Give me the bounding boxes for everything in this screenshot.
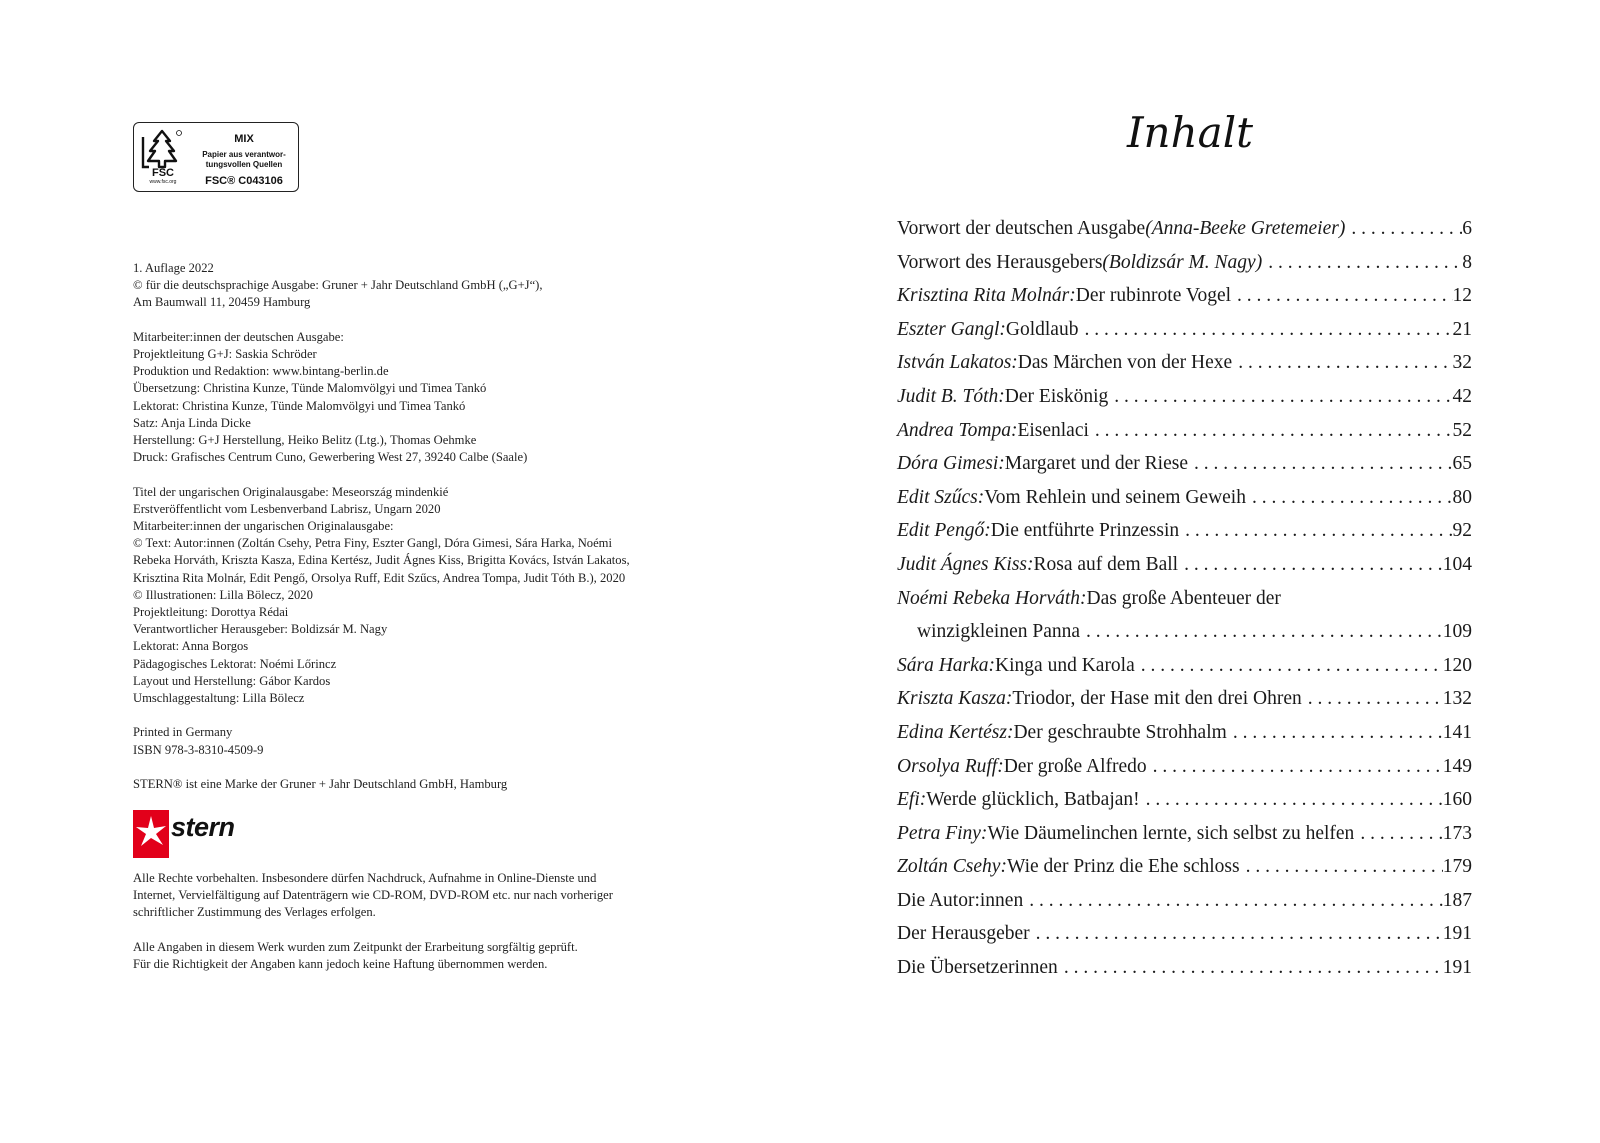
toc-leader-dots	[1354, 823, 1442, 845]
toc-leader-dots	[1232, 352, 1452, 374]
toc-entry	[897, 218, 1472, 252]
toc-entry-text: Vorwort des Herausgebers	[897, 251, 1103, 273]
toc-page-number: 179	[1442, 856, 1472, 878]
imprint-line: ISBN 978-3-8310-4509-9	[133, 742, 264, 757]
imprint-line: © für die deutschsprachige Ausgabe: Gruner + Jahr Deutschland GmbH („G+J“),	[133, 278, 543, 293]
imprint-line: Rebeka Horváth, Kriszta Kasza, Edina Kertész, Judit Ágnes Kiss, Brigitta Kovács, István Lakatos,	[133, 553, 630, 568]
toc-entry	[897, 252, 1472, 286]
toc-entry-author: Efi:	[897, 789, 927, 811]
toc-page-number: 32	[1452, 352, 1472, 374]
stern-logo	[133, 810, 263, 860]
imprint-line: Projektleitung: Dorottya Rédai	[133, 605, 289, 620]
toc-entry	[897, 688, 1472, 722]
toc-entry-author: Andrea Tompa:	[897, 419, 1018, 441]
toc-page-number: 21	[1452, 318, 1472, 340]
block-gap	[133, 922, 733, 939]
imprint-line: Satz: Anja Linda Dicke	[133, 415, 251, 430]
toc-leader-dots	[1135, 655, 1443, 677]
rights-line: Internet, Vervielfältigung auf Datenträgern wie CD-ROM, DVD-ROM etc. nur nach vorheriger	[133, 888, 613, 903]
toc-entry-author: Edina Kertész:	[897, 721, 1014, 743]
block-gap	[133, 707, 733, 724]
toc-entry-text: Vorwort der deutschen Ausgabe	[897, 218, 1146, 239]
rights-line: Alle Angaben in diesem Werk wurden zum Zeitpunkt der Erarbeitung sorgfältig geprüft.	[133, 939, 578, 954]
toc-entry-title: Goldlaub	[1005, 318, 1079, 340]
toc-entry-title: Die entführte Prinzessin	[990, 520, 1180, 542]
fsc-mix: MIX	[234, 133, 254, 145]
block-gap	[133, 312, 733, 329]
toc-page-number: 132	[1442, 688, 1472, 710]
imprint-line: © Text: Autor:innen (Zoltán Csehy, Petra Finy, Eszter Gangl, Dóra Gimesi, Sára Harka, Noémi	[133, 536, 612, 551]
toc-page-number: 187	[1442, 889, 1472, 911]
fsc-code: FSC® C043106	[205, 175, 283, 187]
toc-entry-title: Eisenlaci	[1017, 419, 1089, 441]
toc-entry	[897, 957, 1472, 991]
toc-entry	[897, 856, 1472, 890]
toc-entry-title: Kinga und Karola	[995, 654, 1135, 676]
toc-entry-author: Noémi Rebeka Horváth:	[897, 587, 1087, 609]
toc-page-number: 12	[1452, 285, 1472, 307]
toc-entry	[897, 588, 1472, 622]
imprint-line: © Illustrationen: Lilla Bölecz, 2020	[133, 587, 313, 602]
imprint-line: Umschlaggestaltung: Lilla Bölecz	[133, 691, 305, 706]
toc-leader-dots	[1345, 218, 1462, 240]
toc-entry	[897, 789, 1472, 823]
toc-page-number: 173	[1442, 822, 1472, 844]
rights-line: Alle Rechte vorbehalten. Insbesondere dürfen Nachdruck, Aufnahme in Online-Dienste und	[133, 871, 597, 885]
toc-entry	[897, 285, 1472, 319]
toc-page-number: 141	[1442, 721, 1472, 743]
toc-entry	[897, 352, 1472, 386]
toc-entry-author: István Lakatos:	[897, 352, 1018, 374]
rights-line: schriftlicher Zustimmung des Verlages erfolgen.	[133, 905, 376, 920]
toc-page-number: 109	[1442, 621, 1472, 643]
toc-page-number: 52	[1452, 419, 1472, 441]
imprint-line: 1. Auflage 2022	[133, 261, 214, 275]
toc-entry-title: Der geschraubte Strohhalm	[1013, 721, 1227, 743]
imprint-text	[133, 260, 733, 793]
toc-leader-dots	[1030, 923, 1443, 945]
imprint-line: Mitarbeiter:innen der deutschen Ausgabe:	[133, 329, 344, 344]
toc-entry	[897, 420, 1472, 454]
toc-title: Inhalt	[1126, 108, 1254, 157]
toc-entry	[897, 655, 1472, 689]
toc-page-number: 8	[1462, 251, 1472, 273]
toc-leader-dots	[1140, 789, 1443, 811]
toc-entry	[897, 554, 1472, 588]
imprint-line: Erstveröffentlicht vom Lesbenverband Labrisz, Ungarn 2020	[133, 501, 441, 516]
toc-entry	[897, 386, 1472, 420]
toc-page-number: 120	[1442, 654, 1472, 676]
toc-page-number: 191	[1442, 957, 1472, 979]
fsc-logo-text	[142, 167, 184, 185]
toc-page-number: 104	[1442, 553, 1472, 575]
toc-leader-dots	[1231, 285, 1452, 307]
toc-leader-dots	[1188, 453, 1453, 475]
toc-entry-author: Zoltán Csehy:	[897, 856, 1007, 878]
toc-entry	[897, 890, 1472, 924]
toc-leader-dots	[1058, 957, 1443, 979]
toc-entry	[897, 520, 1472, 554]
toc-entry-continuation	[897, 621, 1472, 655]
toc-leader-dots	[1108, 386, 1452, 408]
fsc-logo-label: FSC	[152, 167, 174, 179]
toc-entry-author: Edit Pengő:	[897, 520, 991, 542]
table-of-contents	[897, 218, 1472, 991]
toc-leader-dots	[1078, 319, 1452, 341]
toc-page-number: 6	[1462, 218, 1472, 239]
imprint-line: Lektorat: Christina Kunze, Tünde Malomvölgyi und Timea Tankó	[133, 398, 466, 413]
imprint-line: Projektleitung G+J: Saskia Schröder	[133, 347, 317, 361]
toc-entry-title: Das Märchen von der Hexe	[1017, 352, 1233, 374]
toc-entry-author: Orsolya Ruff:	[897, 755, 1004, 777]
imprint-line: Mitarbeiter:innen der ungarischen Originalausgabe:	[133, 519, 394, 534]
toc-entry	[897, 823, 1472, 857]
toc-entry-title: Der rubinrote Vogel	[1075, 285, 1232, 307]
toc-entry	[897, 722, 1472, 756]
toc-entry	[897, 923, 1472, 957]
stern-wordmark: stern	[171, 812, 235, 842]
imprint-line: Herstellung: G+J Herstellung, Heiko Belitz (Ltg.), Thomas Oehmke	[133, 433, 477, 448]
toc-entry-text: Die Übersetzerinnen	[897, 957, 1058, 979]
imprint-line: Lektorat: Anna Borgos	[133, 639, 249, 654]
toc-entry-author: Eszter Gangl:	[897, 318, 1006, 340]
toc-leader-dots	[1023, 890, 1443, 912]
toc-leader-dots	[1080, 621, 1443, 643]
toc-entry-text: Die Autor:innen	[897, 889, 1024, 911]
toc-entry-title: winzigkleinen Panna	[917, 621, 1080, 643]
imprint-line: Am Baumwall 11, 20459 Hamburg	[133, 295, 311, 310]
toc-entry-author: Edit Szűcs:	[897, 486, 985, 508]
rights-line: Für die Richtigkeit der Angaben kann jedoch keine Haftung übernommen werden.	[133, 957, 548, 971]
toc-entry-author: Judit Ágnes Kiss:	[897, 553, 1034, 575]
toc-entry-title: Rosa auf dem Ball	[1033, 553, 1179, 575]
toc-leader-dots	[1089, 420, 1453, 442]
toc-entry-title: Vom Rehlein und seinem Geweih	[984, 486, 1246, 508]
toc-entry-author: Krisztina Rita Molnár:	[897, 285, 1076, 307]
toc-entry-title: Margaret und der Riese	[1004, 453, 1188, 475]
toc-leader-dots	[1179, 520, 1452, 542]
imprint-line: Produktion und Redaktion: www.bintang-berlin.de	[133, 364, 389, 379]
stern-star-icon	[133, 810, 173, 860]
block-gap	[133, 466, 733, 483]
rights-text	[133, 870, 733, 973]
toc-entry-title: Der große Alfredo	[1003, 755, 1147, 777]
toc-page-number: 42	[1452, 385, 1472, 407]
imprint-line: Titel der ungarischen Originalausgabe: Meseország mindenkié	[133, 484, 449, 499]
toc-leader-dots	[1147, 756, 1443, 778]
toc-entry-title: Werde glücklich, Batbajan!	[926, 789, 1140, 811]
toc-entry-author: (Boldizsár M. Nagy)	[1102, 251, 1263, 273]
fsc-label	[133, 122, 299, 192]
toc-entry-text: Der Herausgeber	[897, 923, 1030, 945]
toc-page-number: 65	[1452, 453, 1472, 475]
fsc-logo-url: www.fsc.org	[149, 179, 177, 185]
toc-leader-dots	[1178, 554, 1443, 576]
block-gap	[133, 759, 733, 776]
imprint-line: Pädagogisches Lektorat: Noémi Lőrincz	[133, 656, 337, 671]
imprint-line: Verantwortlicher Herausgeber: Boldizsár M. Nagy	[133, 622, 388, 637]
imprint-line: Printed in Germany	[133, 725, 233, 740]
toc-entry-author: Dóra Gimesi:	[897, 453, 1005, 475]
imprint-line: Layout und Herstellung: Gábor Kardos	[133, 673, 331, 688]
toc-entry-title: Der Eiskönig	[1004, 385, 1109, 407]
toc-page-number: 191	[1442, 923, 1472, 945]
imprint-line: Druck: Grafisches Centrum Cuno, Gewerbering West 27, 39240 Calbe (Saale)	[133, 450, 528, 465]
toc-entry	[897, 487, 1472, 521]
toc-leader-dots	[1246, 487, 1453, 509]
toc-entry-title: Triodor, der Hase mit den drei Ohren	[1012, 688, 1302, 710]
toc-page-number: 160	[1442, 789, 1472, 811]
toc-leader-dots	[1240, 856, 1443, 878]
toc-page-number: 149	[1442, 755, 1472, 777]
toc-entry-author: Sára Harka:	[897, 654, 996, 676]
toc-entry-author: Kriszta Kasza:	[897, 688, 1013, 710]
toc-entry-title: Das große Abenteuer der	[1086, 587, 1281, 609]
fsc-text: Papier aus verantwor-tungsvollen Quellen	[202, 150, 286, 169]
toc-entry	[897, 319, 1472, 353]
imprint-line: Krisztina Rita Molnár, Edit Pengő, Orsolya Ruff, Edit Szűcs, Andrea Tompa, Judit Tóth B.), 2020	[133, 570, 626, 585]
toc-page-number: 80	[1452, 486, 1472, 508]
toc-entry-author: (Anna-Beeke Gretemeier)	[1145, 218, 1346, 239]
toc-entry-author: Petra Finy:	[897, 822, 988, 844]
toc-entry-author: Judit B. Tóth:	[897, 385, 1005, 407]
toc-leader-dots	[1262, 252, 1462, 274]
toc-entry	[897, 453, 1472, 487]
toc-leader-dots	[1227, 722, 1443, 744]
toc-entry	[897, 756, 1472, 790]
imprint-line: STERN® ist eine Marke der Gruner + Jahr Deutschland GmbH, Hamburg	[133, 777, 508, 792]
toc-leader-dots	[1302, 688, 1443, 710]
toc-page-number: 92	[1452, 520, 1472, 542]
toc-entry-title: Wie Däumelinchen lernte, sich selbst zu helfen	[987, 822, 1355, 844]
toc-entry-title: Wie der Prinz die Ehe schloss	[1006, 856, 1240, 878]
imprint-line: Übersetzung: Christina Kunze, Tünde Malomvölgyi und Timea Tankó	[133, 381, 487, 396]
